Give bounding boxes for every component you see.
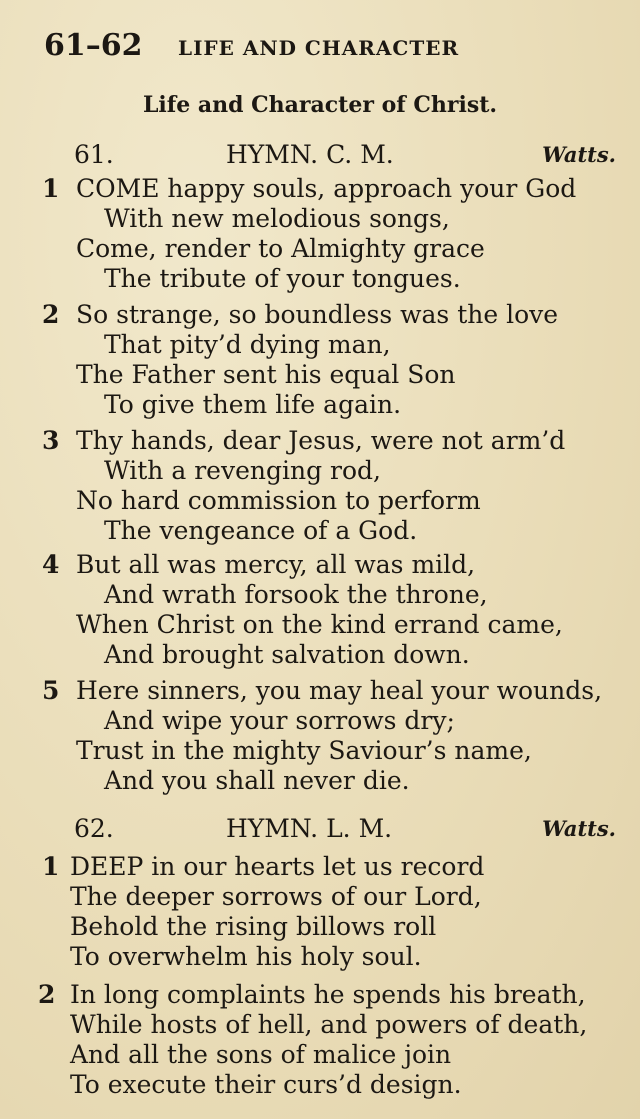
verse-line: So strange, so boundless was the love	[76, 300, 559, 329]
page-range: 61–62	[44, 28, 143, 63]
verse-line: With a revenging rod,	[104, 456, 381, 485]
verse-line: The Father sent his equal Son	[76, 360, 456, 389]
verse-line: To overwhelm his holy soul.	[70, 942, 422, 971]
hymn-number: 62.	[74, 814, 114, 843]
verse-line: Come, render to Almighty grace	[76, 234, 485, 263]
verse-line: The vengeance of a God.	[104, 516, 418, 545]
verse-line: To execute their curs’d design.	[70, 1070, 462, 1099]
verse-line: And you shall never die.	[104, 766, 410, 795]
verse-line: But all was mercy, all was mild,	[76, 550, 476, 579]
verse-line: In long complaints he spends his breath,	[70, 980, 586, 1009]
verse-line: Behold the rising billows roll	[70, 912, 437, 941]
verse-line: And brought salvation down.	[104, 640, 470, 669]
stanza-number: 2	[38, 980, 56, 1009]
verse-line: And wipe your sorrows dry;	[104, 706, 455, 735]
verse-line: The deeper sorrows of our Lord,	[70, 882, 482, 911]
hymn-author: Watts.	[542, 142, 616, 167]
verse-line: And wrath forsook the throne,	[104, 580, 488, 609]
stanza-number: 5	[42, 676, 60, 705]
verse-line: While hosts of hell, and powers of death,	[70, 1010, 588, 1039]
verse-line: With new melodious songs,	[104, 204, 450, 233]
verse-line: No hard commission to perform	[76, 486, 481, 515]
stanza-number: 3	[42, 426, 60, 455]
stanza-number: 1	[42, 852, 60, 881]
stanza-number: 4	[42, 550, 60, 579]
verse-line: That pity’d dying man,	[104, 330, 391, 359]
hymn-title: HYMN. L. M.	[226, 814, 393, 843]
stanza-number: 1	[42, 174, 60, 203]
verse-line: COME happy souls, approach your God	[76, 174, 577, 203]
stanza-number: 2	[42, 300, 60, 329]
verse-line: The tribute of your tongues.	[104, 264, 461, 293]
hymn-number: 61.	[74, 140, 114, 169]
verse-line: To give them life again.	[104, 390, 402, 419]
verse-line: Thy hands, dear Jesus, were not arm’d	[76, 426, 566, 455]
verse-line: And all the sons of malice join	[70, 1040, 452, 1069]
hymn-title: HYMN. C. M.	[226, 140, 394, 169]
section-title: Life and Character of Christ.	[142, 92, 498, 118]
running-title: LIFE AND CHARACTER	[178, 36, 460, 60]
verse-line: When Christ on the kind errand came,	[76, 610, 563, 639]
hymn-62-header	[0, 814, 640, 848]
verse-line: DEEP in our hearts let us record	[70, 852, 485, 881]
verse-line: Here sinners, you may heal your wounds,	[76, 676, 603, 705]
hymn-author: Watts.	[542, 816, 616, 841]
hymn-61-header	[0, 140, 640, 174]
verse-line: Trust in the mighty Saviour’s name,	[76, 736, 532, 765]
